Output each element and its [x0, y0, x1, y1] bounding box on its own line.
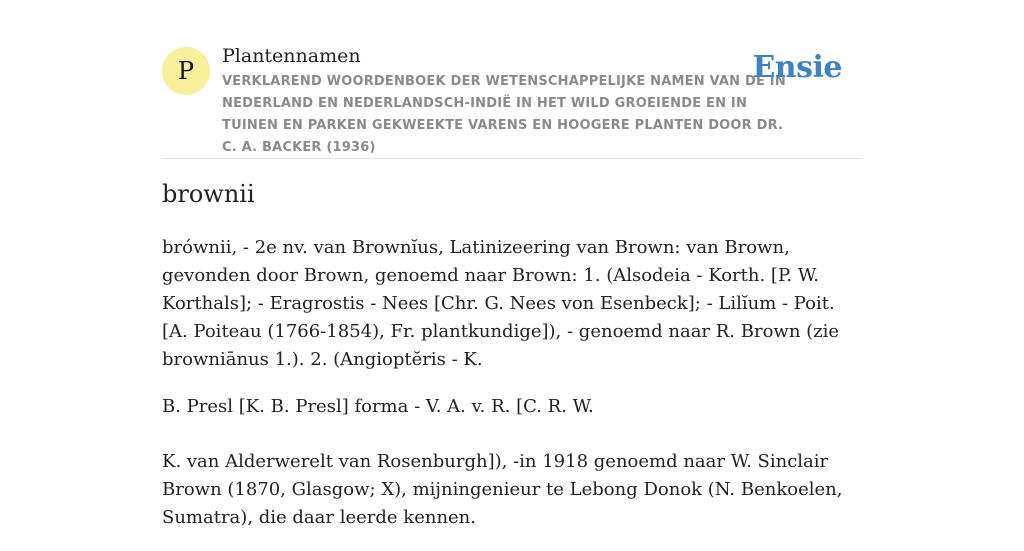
- entry-paragraph: brównii, - 2e nv. van Brownĭus, Latinizeering van Brown: van Brown, gevonden door Brown, genoemd naar Brown: 1. (Alsodeia - Korth. [P. W. Korthals]; - Eragrostis - Nees [Chr. G. Nees von Esenbeck]; - Lilĭum - Poit. [A. Poiteau (1766-1854), Fr. plantkundige]), - genoemd naar R. Brown (zie browniānus 1.). 2. (Angioptĕris - K.: [162, 237, 840, 370]
- site-title[interactable]: Plantennamen: [222, 45, 361, 67]
- site-header: [162, 0, 862, 159]
- ensie-logo-link[interactable]: Ensie: [752, 50, 842, 85]
- page-container: [162, 0, 862, 528]
- avatar[interactable]: P: [162, 47, 210, 95]
- entry-paragraph: K. van Alderwerelt van Rosenburgh]), -in 1918 genoemd naar W. Sinclair Brown (1870, Glasgow; X), mijningenieur te Lebong Donok (N. Benkoelen, Sumatra), die daar leerde kennen.: [162, 451, 843, 528]
- entry-body: [162, 234, 862, 551]
- entry-paragraph: B. Presl [K. B. Presl] forma - V. A. v. R. [C. R. W.: [162, 396, 594, 417]
- site-subtitle: VERKLAREND WOORDENBOEK DER WETENSCHAPPELIJKE NAMEN VAN DE IN NEDERLAND EN NEDERLANDSCH-INDIË IN HET WILD GROEIENDE EN IN TUINEN EN PARKEN GEKWEEKTE VARENS EN HOOGERE PLANTEN DOOR DR. C. A. BACKER (1936): [222, 74, 786, 155]
- entry-title: brownii: [162, 180, 255, 208]
